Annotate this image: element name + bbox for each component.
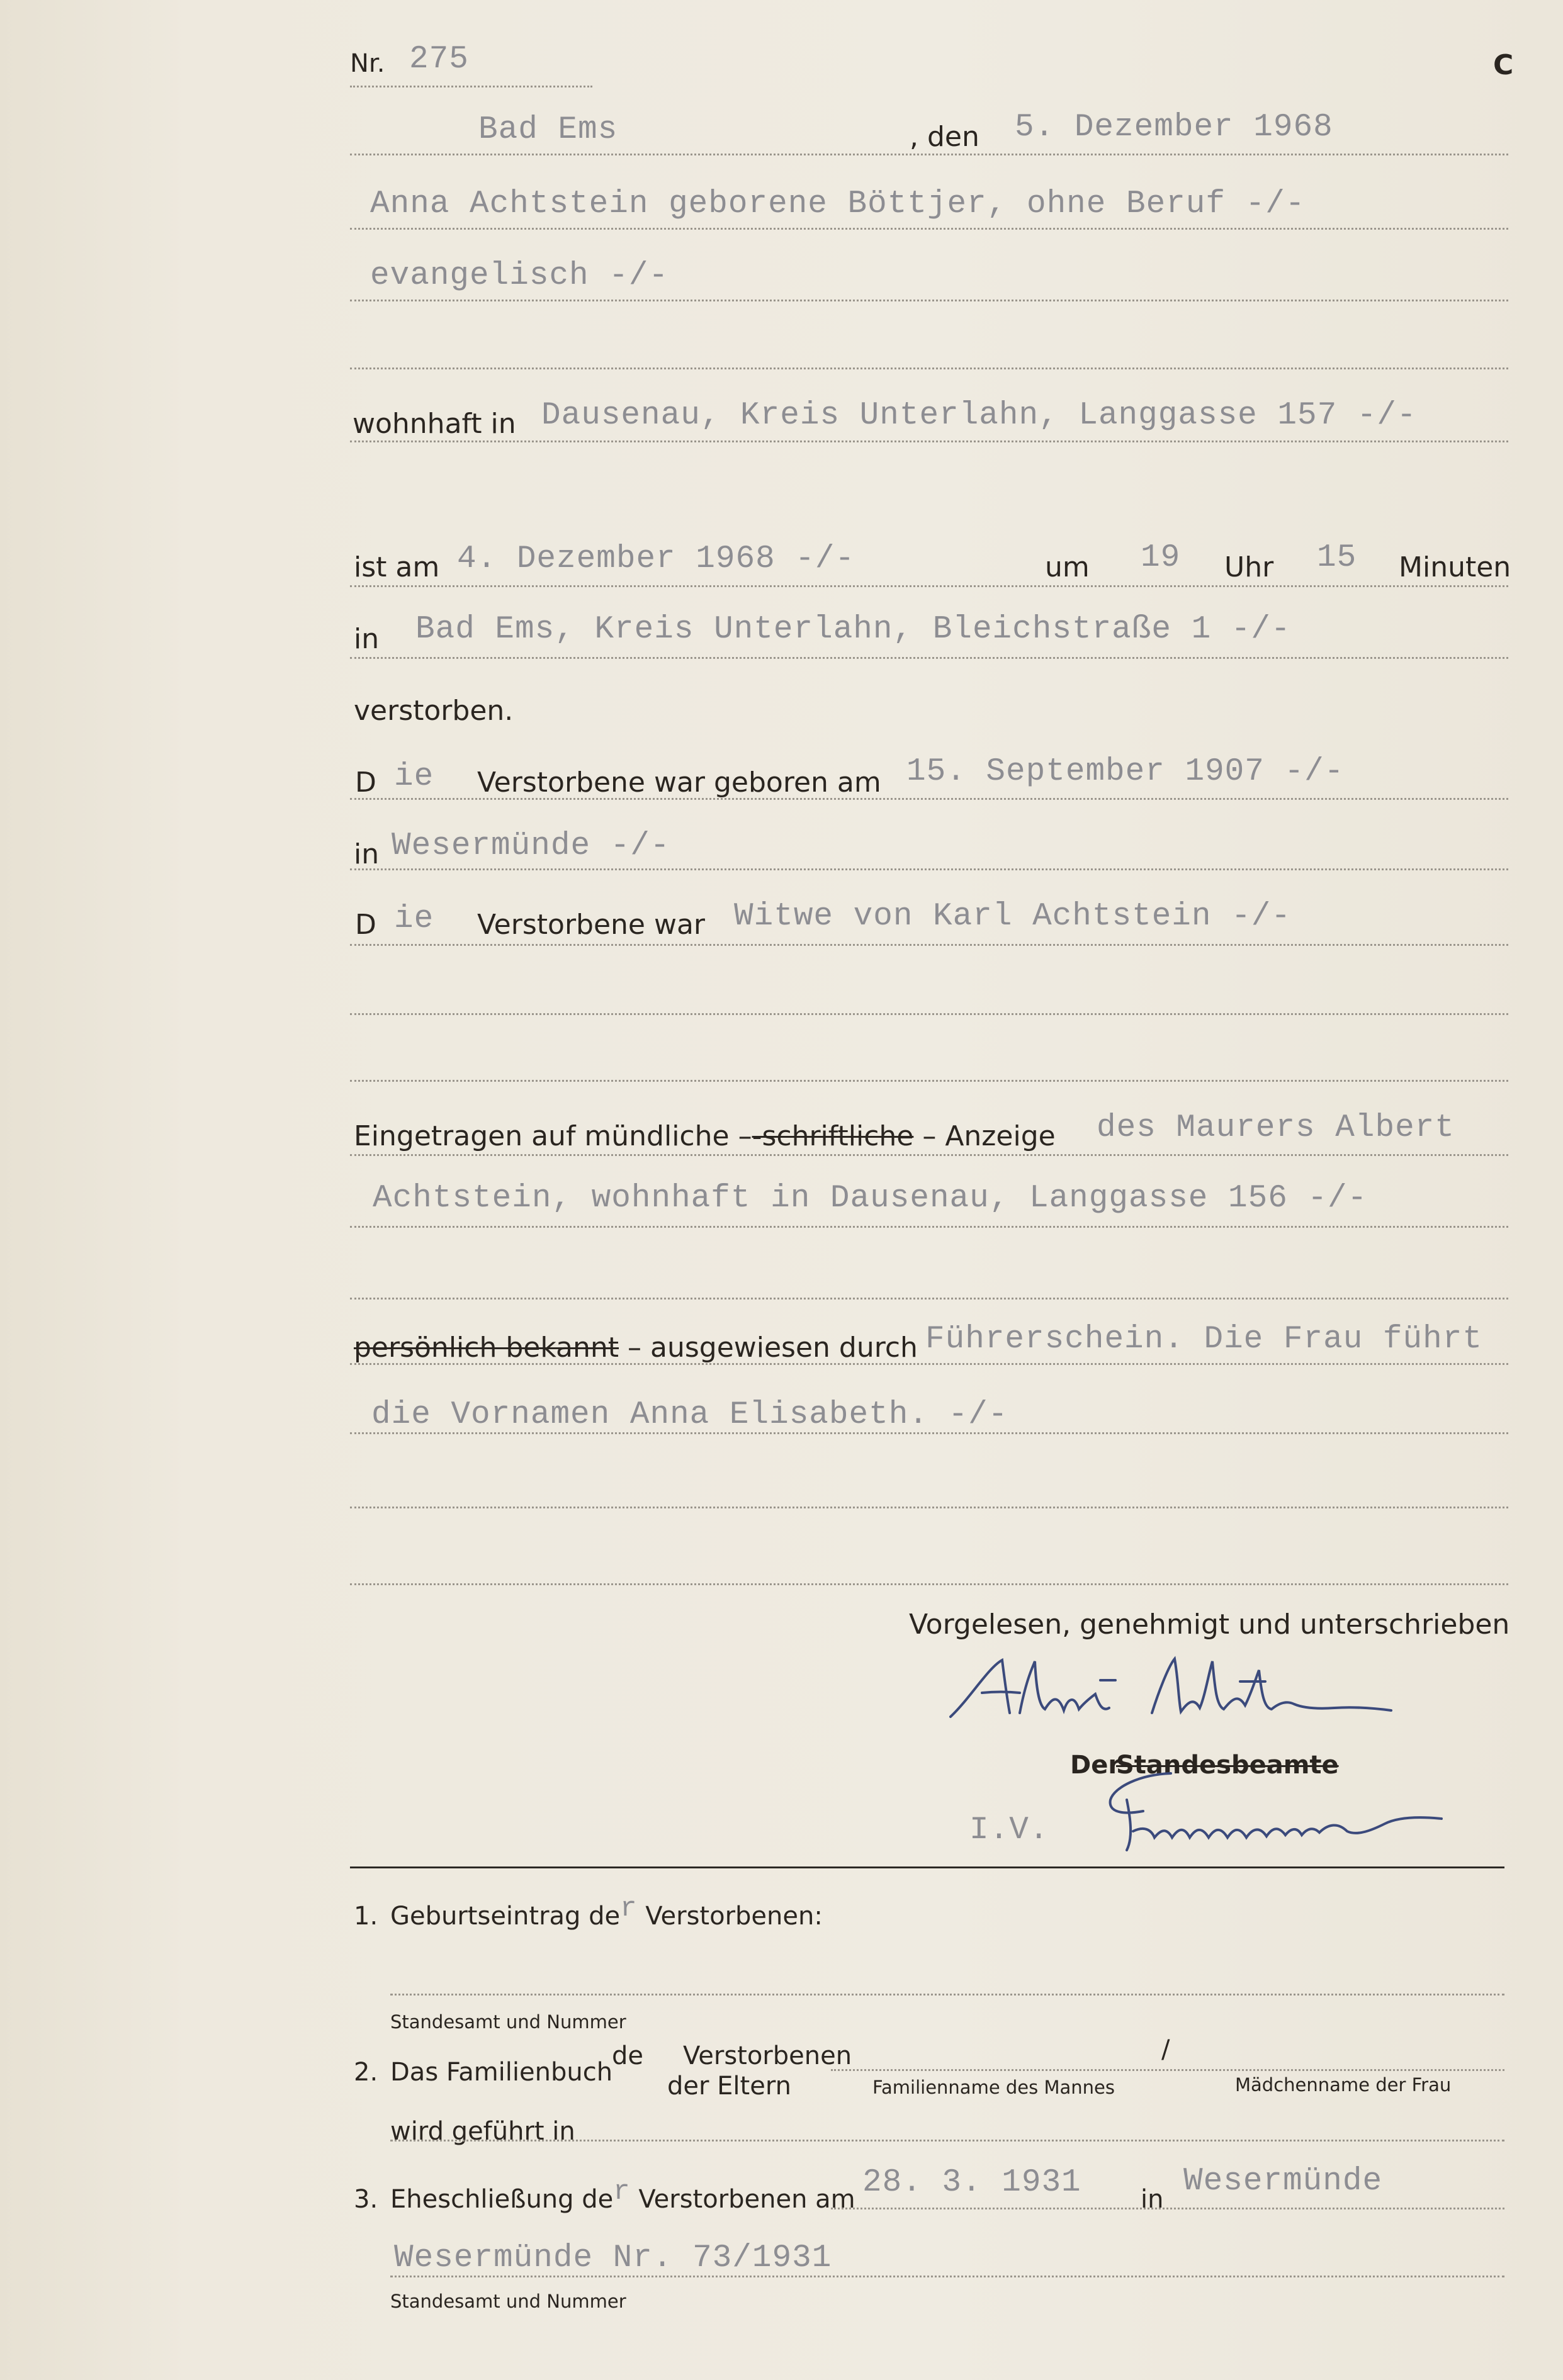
in-label: in	[354, 623, 380, 655]
death-time-line	[350, 585, 1508, 587]
der-label: Der	[1070, 1751, 1121, 1780]
residence-line	[350, 441, 1508, 442]
blank-line-1	[350, 368, 1508, 369]
informant-signature	[944, 1655, 1448, 1731]
status-line	[350, 944, 1508, 946]
item2-maedchenname: Mädchenname der Frau	[1235, 2074, 1452, 2096]
identification-line-2-rule	[350, 1432, 1508, 1434]
item3-label-text2: Verstorbenen am	[638, 2185, 855, 2214]
marriage-place: Wesermünde	[1183, 2164, 1383, 2199]
item2-wird-line	[390, 2140, 1504, 2141]
item1-suffix: r	[620, 1893, 638, 1924]
item2-number: 2.	[354, 2058, 378, 2087]
birth-ie: ie	[394, 759, 434, 795]
item3-suffix: r	[613, 2176, 631, 2208]
header-line	[350, 154, 1508, 155]
registry-place: Bad Ems	[478, 112, 618, 148]
blank-line-5	[350, 1507, 1508, 1508]
entry-number-line	[350, 86, 592, 87]
item3-number: 3.	[354, 2185, 378, 2214]
bleed-through-text	[1413, 44, 1539, 69]
identification-label	[354, 1332, 918, 1364]
deceased-name: Anna Achtstein geborene Böttjer, ohne Beruf -/-	[370, 186, 1306, 222]
marriage-register: Wesermünde Nr. 73/1931	[394, 2240, 832, 2276]
death-hour: 19	[1141, 540, 1181, 576]
item2-eltern: der Eltern	[667, 2072, 791, 2101]
item3-label-text: Eheschließung de	[390, 2185, 614, 2214]
deceased-residence: Dausenau, Kreis Unterlahn, Langgasse 157 -/-	[541, 398, 1417, 434]
blank-line-2	[350, 1013, 1508, 1015]
item2-slash: /	[1161, 2035, 1170, 2064]
muendliche-text: Eingetragen auf mündliche –	[354, 1120, 752, 1152]
ist-am-label: ist am	[354, 551, 440, 583]
birth-date: 15. September 1907 -/-	[906, 754, 1345, 790]
item3-line	[831, 2208, 1504, 2209]
identification-line-1: Führerschein. Die Frau führt	[925, 1322, 1482, 1357]
registry-date: 5. Dezember 1968	[1015, 109, 1333, 145]
item2-de: de	[612, 2041, 643, 2070]
wohnhaft-label: wohnhaft in	[353, 408, 516, 440]
informant-line-2-rule	[350, 1226, 1508, 1228]
anzeige-text: – Anzeige	[913, 1120, 1056, 1152]
minuten-label: Minuten	[1399, 551, 1511, 583]
informant-line-1: des Maurers Albert	[1097, 1110, 1455, 1146]
uhr-label: Uhr	[1224, 551, 1274, 583]
den-label: , den	[910, 121, 979, 153]
status-d-label: D	[355, 909, 376, 941]
marital-status: Witwe von Karl Achtstein -/-	[734, 899, 1291, 935]
informant-line-2: Achtstein, wohnhaft in Dausenau, Langgasse 156 -/-	[373, 1181, 1368, 1216]
marriage-date: 28. 3. 1931	[862, 2165, 1081, 2201]
death-minutes: 15	[1317, 540, 1357, 576]
corner-letter: C	[1493, 49, 1514, 81]
birth-place: Wesermünde -/-	[392, 828, 670, 864]
item1-caption: Standesamt und Nummer	[390, 2011, 626, 2033]
item1-line	[390, 1994, 1504, 1995]
item2-verstorbenen: Verstorbenen	[683, 2041, 852, 2070]
geboren-label: Verstorbene war geboren am	[477, 766, 881, 799]
blank-line-6	[350, 1583, 1508, 1585]
verstorbene-war-label: Verstorbene war	[477, 909, 706, 941]
verstorben-label: verstorben.	[354, 695, 514, 727]
birth-place-line	[350, 868, 1508, 870]
item3-register-line	[390, 2276, 1504, 2277]
nr-label: Nr.	[350, 49, 385, 78]
identification-line-1-rule	[350, 1363, 1508, 1365]
item2-label: Das Familienbuch	[390, 2058, 613, 2087]
informant-line-1-rule	[350, 1154, 1508, 1156]
entry-number: 275	[409, 42, 469, 77]
item3-in: in	[1141, 2185, 1164, 2214]
death-place-line	[350, 657, 1508, 659]
item3-caption: Standesamt und Nummer	[390, 2291, 626, 2312]
birth-date-line	[350, 798, 1508, 800]
um-label: um	[1045, 551, 1090, 583]
blank-line-3	[350, 1080, 1508, 1082]
status-ie: ie	[394, 901, 434, 937]
item1-label-text: Geburtseintrag de	[390, 1902, 621, 1931]
item1-number: 1.	[354, 1902, 378, 1931]
religion-line	[350, 300, 1508, 301]
item1-label-text2: Verstorbenen:	[645, 1902, 823, 1931]
name-line	[350, 228, 1508, 230]
birth-in-label: in	[354, 838, 380, 870]
item1-label	[390, 1893, 823, 1933]
birth-d-label: D	[355, 766, 376, 799]
registrar-signature	[1089, 1756, 1479, 1856]
item2-wird: wird geführt in	[390, 2117, 575, 2146]
item2-familienname: Familienname des Mannes	[872, 2077, 1115, 2098]
death-place: Bad Ems, Kreis Unterlahn, Bleichstraße 1 -/-	[415, 612, 1291, 648]
item2-line	[831, 2069, 1504, 2071]
eingetragen-label	[354, 1120, 1056, 1152]
deceased-religion: evangelisch -/-	[370, 258, 669, 294]
vorgelesen-text: Vorgelesen, genehmigt und unterschrieben	[909, 1608, 1510, 1641]
death-date: 4. Dezember 1968 -/-	[457, 541, 855, 577]
persoenlich-struck: persönlich bekannt	[354, 1332, 619, 1364]
ausgewiesen-text: – ausgewiesen durch	[619, 1332, 918, 1364]
blank-line-4	[350, 1298, 1508, 1299]
iv-text: I.V.	[969, 1812, 1049, 1848]
closing-rule	[350, 1866, 1504, 1868]
item3-label	[390, 2176, 855, 2216]
schriftliche-struck: -schriftliche	[752, 1120, 914, 1152]
identification-line-2: die Vornamen Anna Elisabeth. -/-	[371, 1397, 1008, 1433]
standesbeamte-label: Standesbeamte	[1116, 1751, 1339, 1780]
